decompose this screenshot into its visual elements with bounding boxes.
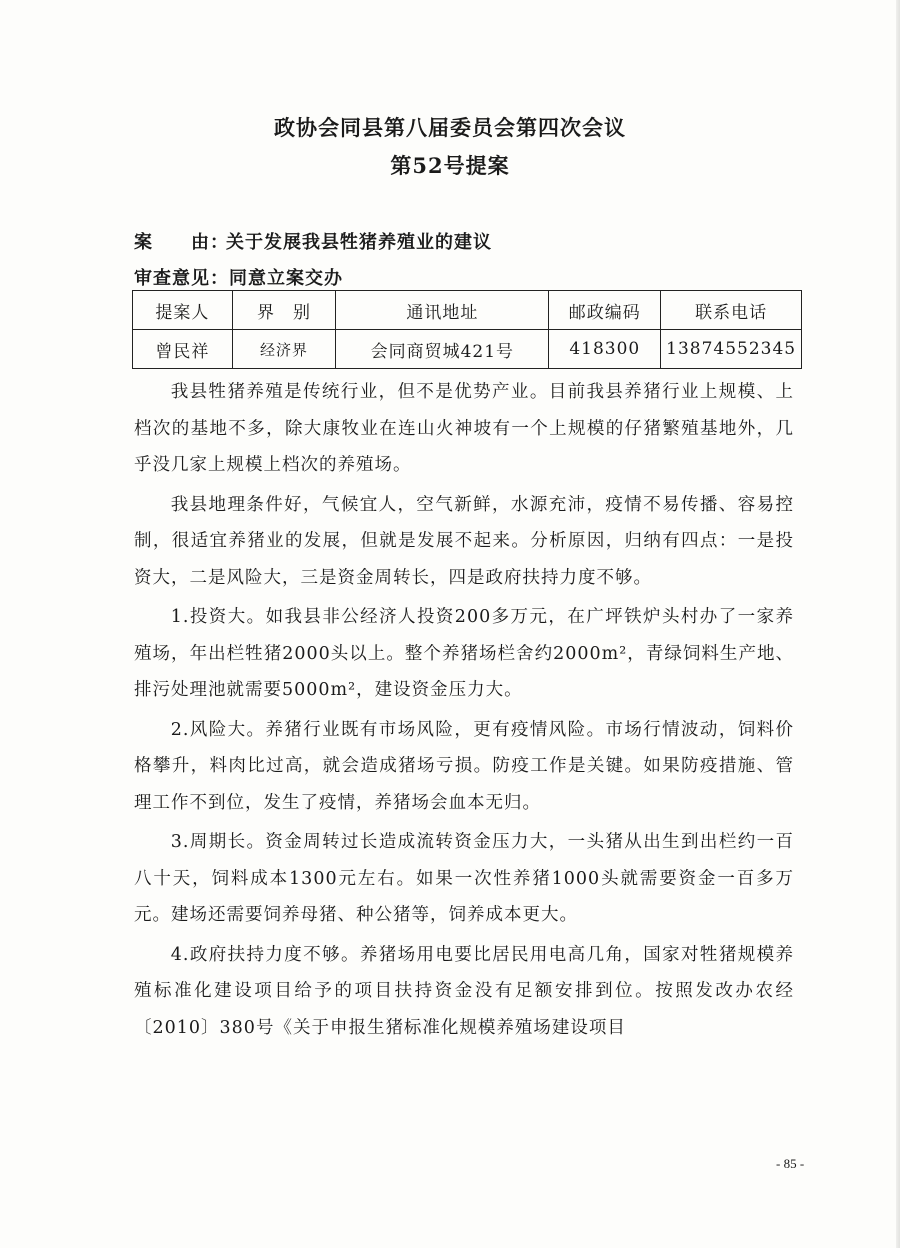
cell-phone: 13874552345 — [661, 330, 802, 369]
table-row — [133, 330, 802, 369]
reason-value: 关于发展我县牲猪养殖业的建议 — [226, 232, 492, 253]
header-phone: 联系电话 — [661, 291, 802, 330]
cell-sector: 经济界 — [232, 330, 336, 369]
paragraph: 我县地理条件好，气候宜人，空气新鲜，水源充沛，疫情不易传播、容易控制，很适宜养猪业的发展，但就是发展不起来。分析原因，归纳有四点：一是投资大，二是风险大，三是资金周转长，四是政府扶持力度不够。 — [134, 494, 794, 588]
paragraph: 4.政府扶持力度不够。养猪场用电要比居民用电高几角，国家对牲猪规模养殖标准化建设项目给予的项目扶持资金没有足额安排到位。按照发改办农经〔2010〕380号《关于申报生猪标准化规模养殖场建设项目 — [134, 944, 794, 1038]
proposal-number: 第52号提案 — [390, 153, 510, 178]
paragraph: 2.风险大。养猪行业既有市场风险，更有疫情风险。市场行情波动，饲料价格攀升，料肉比过高，就会造成猪场亏损。防疫工作是关键。如果防疫措施、管理工作不到位，发生了疫情，养猪场会血本无归。 — [134, 719, 794, 813]
header-address: 通讯地址 — [336, 291, 549, 330]
proposer-info-table — [132, 290, 802, 369]
paragraph: 1.投资大。如我县非公经济人投资200多万元，在广坪铁炉头村办了一家养殖场，年出栏牲猪2000头以上。整个养猪场栏舍约2000m²，青绿饲料生产地、排污处理池就需要5000m²，建设资金压力大。 — [134, 607, 794, 700]
reason-label: 案 由： — [134, 232, 229, 253]
paragraph: 我县牲猪养殖是传统行业，但不是优势产业。目前我县养猪行业上规模、上档次的基地不多，除大康牧业在连山火神坡有一个上规模的仔猪繁殖基地外，几乎没几家上规模上档次的养殖场。 — [134, 382, 794, 475]
cell-proposer: 曾民祥 — [133, 330, 233, 369]
header-postcode: 邮政编码 — [549, 291, 661, 330]
reason-line — [134, 228, 492, 254]
scan-edge — [896, 0, 900, 1248]
review-value: 同意立案交办 — [229, 268, 343, 289]
document-title: 政协会同县第八届委员会第四次会议 — [274, 115, 626, 140]
table-header-row — [133, 291, 802, 330]
paragraph: 3.周期长。资金周转过长造成流转资金压力大，一头猪从出生到出栏约一百八十天，饲料成本1300元左右。如果一次性养猪1000头就需要资金一百多万元。建场还需要饲养母猪、种公猪等，饲养成本更大。 — [134, 832, 794, 925]
review-line — [134, 264, 343, 290]
proposal-body — [134, 374, 794, 1049]
page-number: - 85 - — [776, 1156, 805, 1171]
header-proposer: 提案人 — [133, 291, 233, 330]
review-label: 审查意见： — [134, 268, 229, 289]
header-sector: 界 别 — [232, 291, 336, 330]
cell-postcode: 418300 — [549, 330, 661, 369]
cell-address: 会同商贸城421号 — [336, 330, 549, 369]
